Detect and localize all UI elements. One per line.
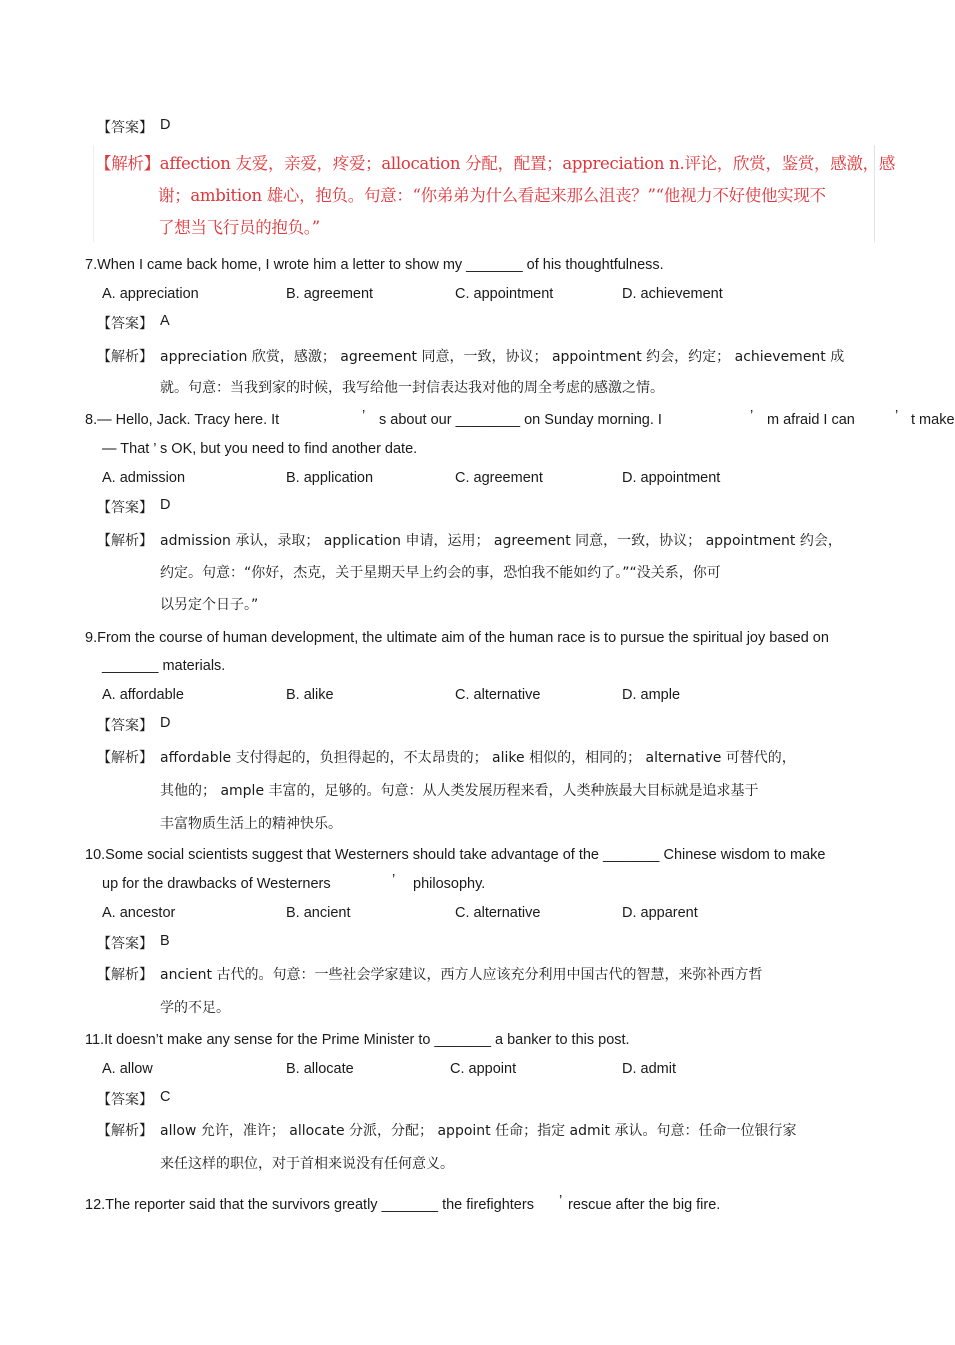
analysis-line-1: allow 允许，准许； allocate 分派，分配； appoint 任命；指定 admit 承认。句意：任命一位银行家 <box>160 1123 797 1139</box>
apostrophe-mark: ’ <box>362 408 366 424</box>
option-a: A. ancestor <box>102 905 176 921</box>
answer-label: 【答案】 <box>97 1092 153 1108</box>
analysis-line-2: 就。句意：当我到家的时候，我写给他一封信表达我对他的周全考虑的感激之情。 <box>160 380 664 396</box>
analysis-line-2: 学的不足。 <box>160 1000 230 1016</box>
option-d: D. appointment <box>622 470 721 486</box>
analysis-red-line-1: 【解析】affection 友爱，亲爱，疼爱；allocation 分配，配置；appreciation n.评论，欣赏，鉴赏，感激，感 <box>95 154 896 173</box>
analysis-line-2: 其他的； ample 丰富的，足够的。句意：从人类发展历程来看，人类种族最大目标就是追求基于 <box>160 783 759 799</box>
question-12-end: rescue after the big fire. <box>568 1197 721 1213</box>
analysis-line-3: 以另定个日子。” <box>160 597 259 613</box>
apostrophe-mark: ’ <box>895 408 899 424</box>
option-d: D. apparent <box>622 905 698 921</box>
option-b: B. alike <box>286 687 334 703</box>
option-c: C. appointment <box>455 286 554 302</box>
option-c: C. alternative <box>455 687 541 703</box>
analysis-line-1: ancient 古代的。句意：一些社会学家建议，西方人应该充分利用中国古代的智慧，来弥补西方哲 <box>160 967 763 983</box>
option-a: A. allow <box>102 1061 153 1077</box>
question-10-line-2-end: philosophy. <box>413 876 486 892</box>
answer-value: D <box>160 117 171 133</box>
option-c: C. appoint <box>450 1061 517 1077</box>
analysis-label: 【解析】 <box>97 1123 153 1139</box>
analysis-red-line-2: 谢；ambition 雄心，抱负。句意：“你弟弟为什么看起来那么沮丧？”“他视力不好使他实现不 <box>158 186 826 205</box>
question-10-line-2: up for the drawbacks of Westerners <box>102 876 331 892</box>
answer-label: 【答案】 <box>97 936 153 952</box>
analysis-line-2: 来任这样的职位，对于首相来说没有任何意义。 <box>160 1156 454 1172</box>
answer-label: 【答案】 <box>97 718 153 734</box>
question-8-part-1: 8.— Hello, Jack. Tracy here. It <box>85 412 280 428</box>
analysis-label: 【解析】 <box>97 349 153 365</box>
analysis-line-1: appreciation 欣赏，感激； agreement 同意，一致，协议； appointment 约会，约定； achievement 成 <box>160 349 845 365</box>
option-b: B. ancient <box>286 905 351 921</box>
answer-value: A <box>160 313 170 329</box>
apostrophe-mark: ’ <box>750 408 754 424</box>
option-a: A. affordable <box>102 687 184 703</box>
question-8-part-2: s about our ________ on Sunday morning. I <box>379 412 662 428</box>
option-b: B. agreement <box>286 286 374 302</box>
question-7: 7.When I came back home, I wrote him a letter to show my _______ of his thoughtfulness. <box>85 257 664 273</box>
answer-label: 【答案】 <box>97 500 153 516</box>
analysis-line-1: admission 承认，录取； application 申请，运用； agreement 同意，一致，协议； appointment 约会， <box>160 533 842 549</box>
question-9-line-1: 9.From the course of human development, the ultimate aim of the human race is to pursue the spiritual joy based on <box>85 630 829 646</box>
option-a: A. appreciation <box>102 286 199 302</box>
question-8-part-4: t make <box>911 412 955 428</box>
option-d: D. ample <box>622 687 681 703</box>
answer-value: C <box>160 1089 171 1105</box>
analysis-label: 【解析】 <box>97 967 153 983</box>
answer-value: D <box>160 715 171 731</box>
answer-label: 【答案】 <box>97 316 153 332</box>
analysis-red-line-3: 了想当飞行员的抱负。” <box>158 218 320 237</box>
answer-label: 【答案】 <box>97 120 153 136</box>
option-c: C. agreement <box>455 470 543 486</box>
apostrophe-mark: ’ <box>392 872 396 888</box>
option-b: B. application <box>286 470 374 486</box>
analysis-label: 【解析】 <box>97 533 153 549</box>
question-11: 11.It doesn’t make any sense for the Prime Minister to _______ a banker to this post. <box>85 1032 630 1048</box>
option-c: C. alternative <box>455 905 541 921</box>
apostrophe-mark: ’ <box>559 1193 563 1209</box>
question-8-line-2: — That ’ s OK, but you need to find another date. <box>102 441 418 457</box>
option-a: A. admission <box>102 470 186 486</box>
question-12: 12.The reporter said that the survivors greatly _______ the firefighters <box>85 1197 534 1213</box>
question-10-line-1: 10.Some social scientists suggest that Westerners should take advantage of the _______ Chinese wisdom to make <box>85 847 826 863</box>
analysis-line-1: affordable 支付得起的，负担得起的，不太昂贵的； alike 相似的，相同的； alternative 可替代的， <box>160 750 796 766</box>
analysis-line-2: 约定。句意：“你好，杰克，关于星期天早上约会的事，恐怕我不能如约了。”“没关系，你可 <box>160 565 721 581</box>
answer-value: B <box>160 933 170 949</box>
analysis-line-3: 丰富物质生活上的精神快乐。 <box>160 816 342 832</box>
question-8-part-3: m afraid I can <box>767 412 855 428</box>
option-d: D. achievement <box>622 286 723 302</box>
option-d: D. admit <box>622 1061 676 1077</box>
option-b: B. allocate <box>286 1061 354 1077</box>
question-9-line-2: _______ materials. <box>102 658 226 674</box>
answer-value: D <box>160 497 171 513</box>
analysis-label: 【解析】 <box>97 750 153 766</box>
